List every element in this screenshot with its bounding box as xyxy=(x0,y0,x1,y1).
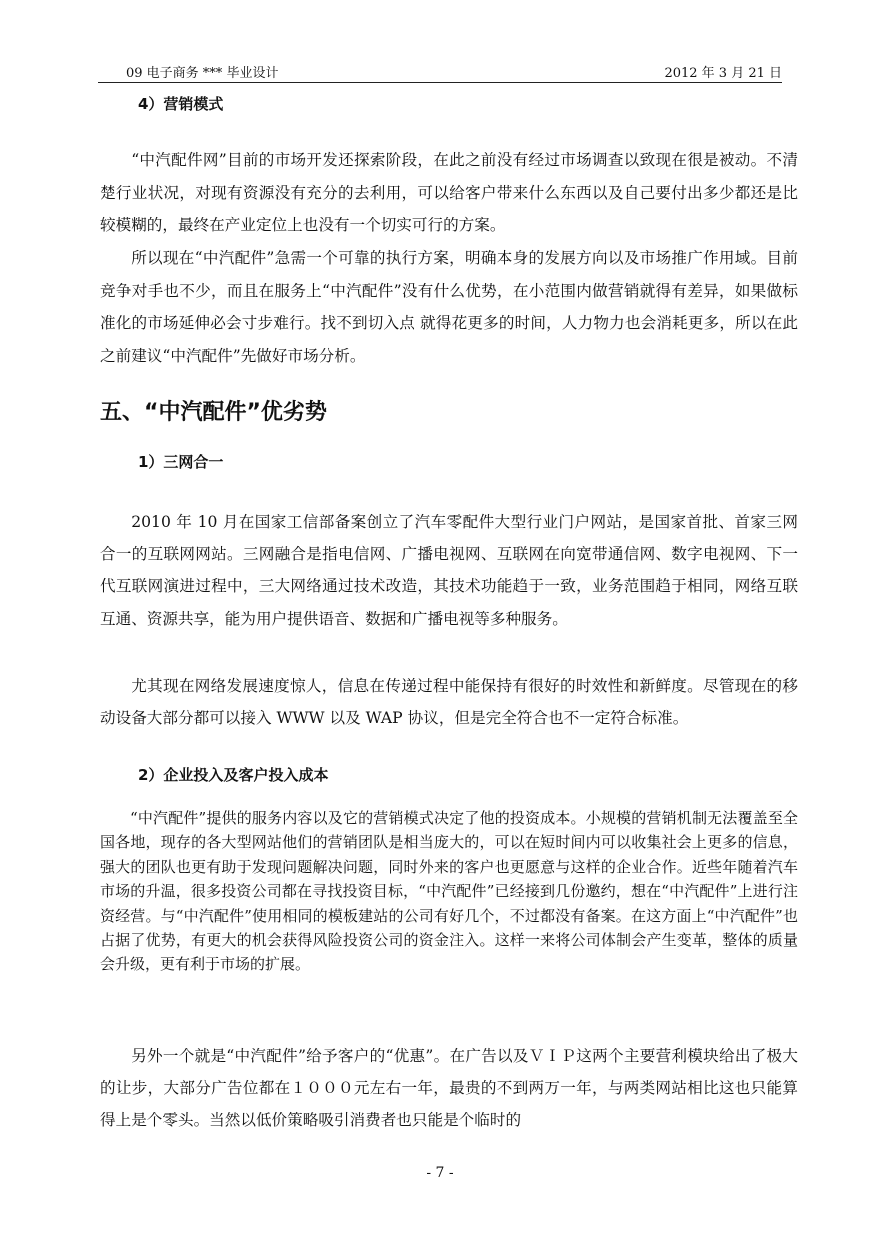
paragraph-three-networks-1: 2010 年 10 月在国家工信部备案创立了汽车零配件大型行业门户网站，是国家首批、首家三网合一的互联网网站。三网融合是指电信网、广播电视网、互联网在向宽带通信网、数字电视网、下一代互联网演进过程中，三大网络通过技术改造，其技术功能趋于一致，业务范围趋于相同，网络互联互通、资源共享，能为用户提供语音、数据和广播电视等多种服务。 xyxy=(100,513,798,628)
paragraph-investment-2: 另外一个就是“中汽配件”给予客户的“优惠”。在广告以及ＶＩＰ这两个主要营利模块给出了极大的让步，大部分广告位都在１０００元左右一年，最贵的不到两万一年，与两类网站相比这也只能算得上是个零头。当然以低价策略吸引消费者也只能是个临时的 xyxy=(100,1047,798,1130)
paragraph-investment-1: “中汽配件”提供的服务内容以及它的营销模式决定了他的投资成本。小规模的营销机制无法覆盖至全国各地，现存的各大型网站他们的营销团队是相当庞大的，可以在短时间内可以收集社会上更多的信息，强大的团队也更有助于发现问题解决问题，同时外来的客户也更愿意与这样的企业合作。近些年随着汽车市场的升温，很多投资公司都在寻找投资目标，“中汽配件”已经接到几份邀约，想在“中汽配件”上进行注资经营。与“中汽配件”使用相同的模板建站的公司有好几个，不过都没有备案。在这方面上“中汽配件”也占据了优势，有更大的机会获得风险投资公司的资金注入。这样一来将公司体制会产生变革，整体的质量会升级，更有利于市场的扩展。 xyxy=(100,809,798,974)
heading-investment-cost: 2）企业投入及客户投入成本 xyxy=(138,766,329,784)
paragraph-three-networks-2: 尤其现在网络发展速度惊人，信息在传递过程中能保持有很好的时效性和新鲜度。尽管现在的移动设备大部分都可以接入 WWW 以及 WAP 协议，但是完全符合也不一定符合标准。 xyxy=(100,677,798,728)
page-number: - 7 - xyxy=(426,1165,454,1181)
header-left-text: 09 电子商务 *** 毕业设计 xyxy=(126,66,279,81)
paragraph-marketing-2: 所以现在“中汽配件”急需一个可靠的执行方案，明确本身的发展方向以及市场推广作用域。目前竞争对手也不少，而且在服务上“中汽配件”没有什么优势，在小范围内做营销就得有差异，如果做标准化的市场延伸必会寸步难行。找不到切入点 就得花更多的时间，人力物力也会消耗更多，所以在此之前建议“中汽配件”先做好市场分析。 xyxy=(100,249,798,365)
heading-marketing-model: 4）营销模式 xyxy=(138,95,224,113)
header-date: 2012 年 3 月 21 日 xyxy=(664,66,782,81)
chapter-title: 五、“中汽配件”优劣势 xyxy=(100,400,327,425)
heading-three-networks: 1）三网合一 xyxy=(138,453,224,471)
paragraph-marketing-1: “中汽配件网”目前的市场开发还探索阶段，在此之前没有经过市场调查以致现在很是被动。不清楚行业状况，对现有资源没有充分的去利用，可以给客户带来什么东西以及自己要付出多少都还是比较模糊的，最终在产业定位上也没有一个切实可行的方案。 xyxy=(100,151,798,234)
page-header xyxy=(98,60,782,83)
